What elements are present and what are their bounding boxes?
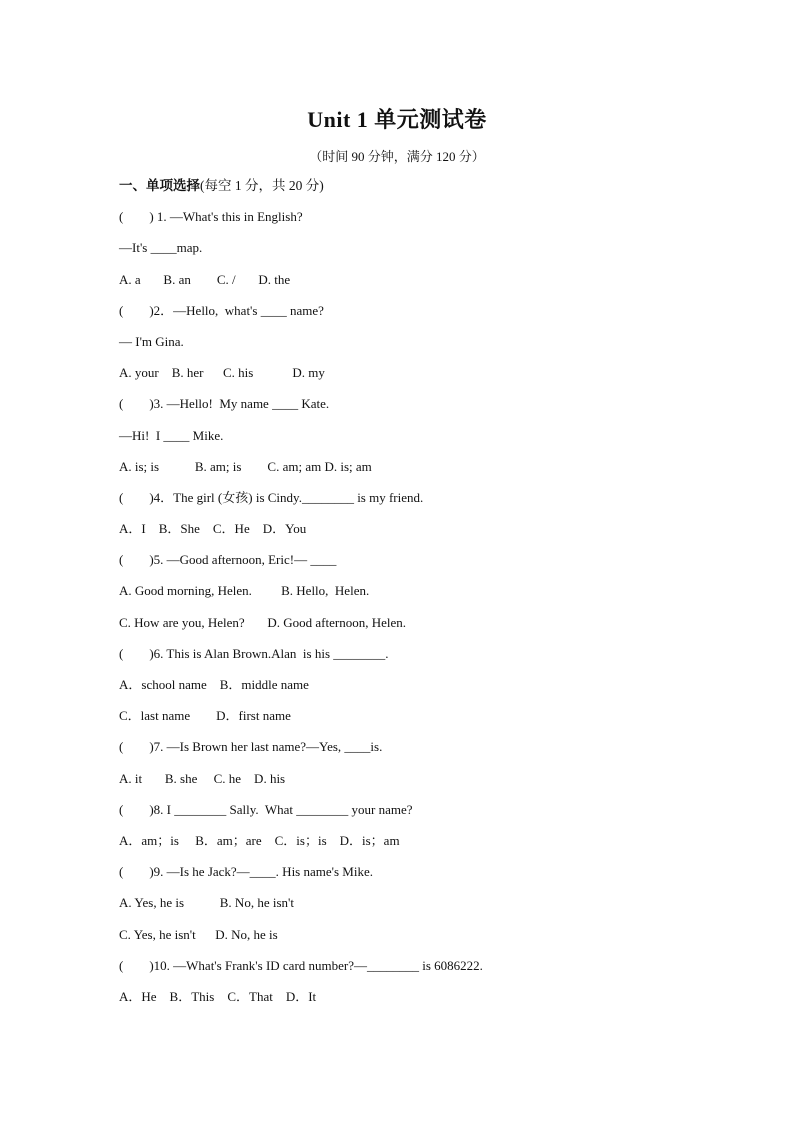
exam-content [119, 174, 719, 1016]
question-3-reply: —Hi! I ____ Mike. [119, 427, 224, 443]
question-4-stem: ( )4．The girl (女孩) is Cindy.________ is my friend. [119, 489, 424, 505]
question-5-options-cd: C. How are you, Helen? D. Good afternoon, Helen. [119, 614, 407, 630]
question-6-options-ab: A．school name B．middle name [119, 677, 309, 692]
question-2-options: A. your B. her C. his D. my [119, 365, 325, 381]
question-6-stem: ( )6. This is Alan Brown.Alan is his ________. [119, 645, 389, 661]
question-8-stem: ( )8. I ________ Sally. What ________ your name? [119, 801, 413, 817]
question-7-options: A. it B. she C. he D. his [119, 770, 286, 786]
question-3-stem: ( )3. —Hello! My name ____ Kate. [119, 396, 330, 412]
question-1-options: A. a B. an C. / D. the [119, 271, 291, 287]
question-1-reply: —It's ____map. [119, 240, 203, 256]
question-6-options-cd: C．last name D．first name [119, 708, 291, 724]
question-2-reply: — I'm Gina. [119, 333, 184, 349]
question-9-options-ab: A. Yes, he is B. No, he isn't [119, 895, 294, 911]
question-7-stem: ( )7. —Is Brown her last name?—Yes, ____is. [119, 739, 383, 755]
question-4-options: A．I B．She C．He D．You [119, 521, 307, 537]
question-5-stem: ( )5. —Good afternoon, Eric!— ____ [119, 552, 337, 568]
question-9-options-cd: C. Yes, he isn't D. No, he is [119, 926, 278, 942]
question-10-stem: ( )10. —What's Frank's ID card number?—________ is 6086222. [119, 957, 483, 973]
question-3-options: A. is; is B. am; is C. am; am D. is; am [119, 458, 372, 474]
question-1-stem: ( ) 1. —What's this in English? [119, 209, 303, 225]
question-2-stem: ( )2．—Hello, what's ____ name? [119, 302, 324, 318]
section-heading-title: 一、单项选择 [119, 178, 200, 193]
question-10-options: A．He B．This C．That D．It [119, 988, 317, 1004]
question-9-stem: ( )9. —Is he Jack?—____. His name's Mike. [119, 864, 373, 880]
page-subtitle: （时间 90 分钟，满分 120 分） [309, 149, 485, 164]
section-heading-note: (每空 1 分，共 20 分) [200, 178, 324, 193]
question-5-options-ab: A. Good morning, Helen. B. Hello, Helen. [119, 583, 370, 599]
page-title: Unit 1 单元测试卷 [307, 107, 487, 132]
section-heading [119, 174, 719, 205]
question-8-options: A．am；is B．am；are C．is；is D．is；am [119, 832, 400, 848]
